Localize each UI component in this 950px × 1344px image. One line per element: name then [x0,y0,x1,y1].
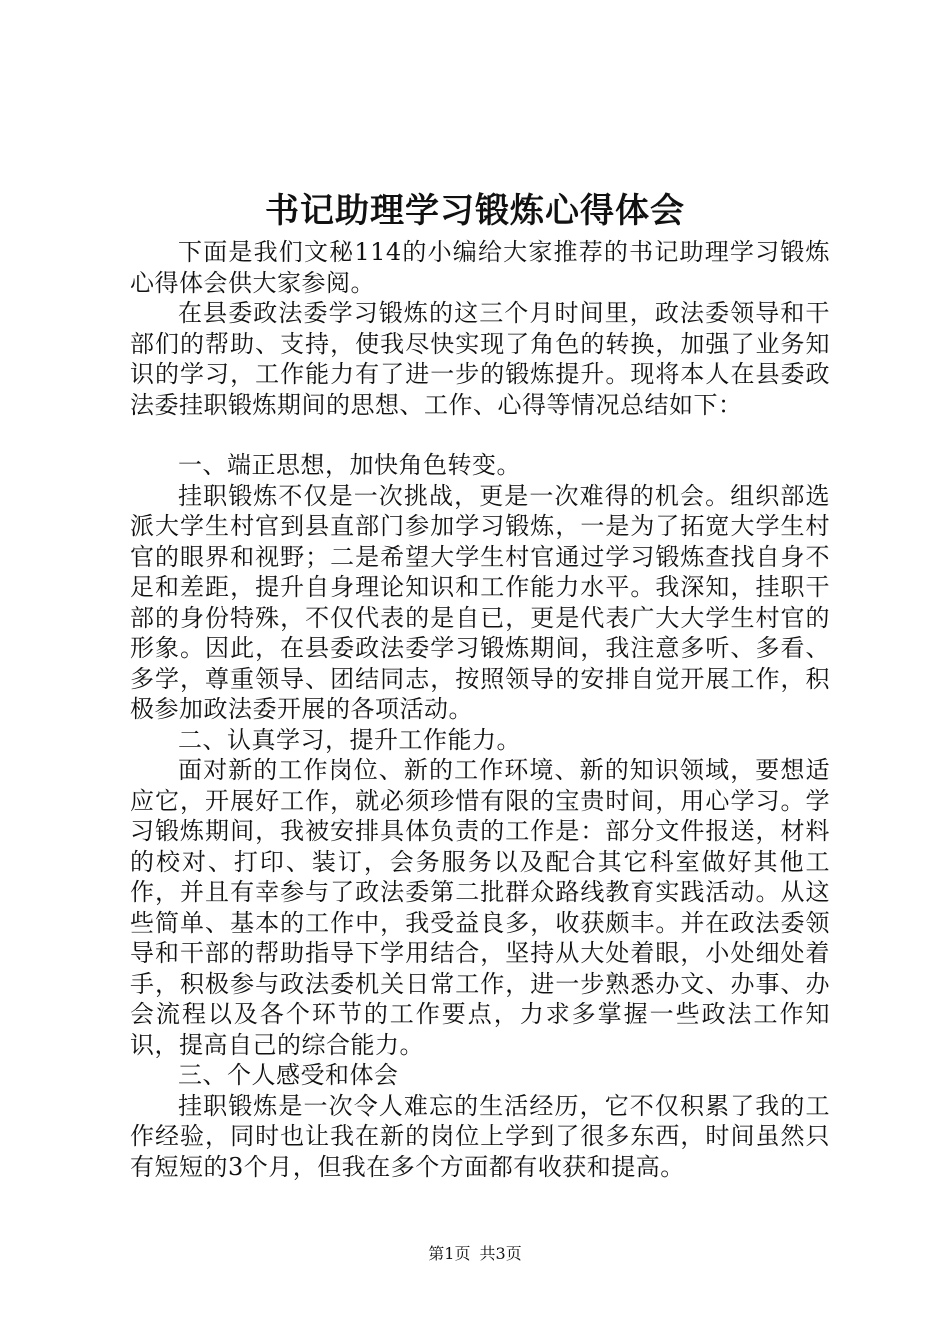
page-total: 共3页 [479,1244,522,1263]
overview-paragraph: 在县委政法委学习锻炼的这三个月时间里，政法委领导和干部们的帮助、支持，使我尽快实现了角色的转换，加强了业务知识的学习，工作能力有了进一步的锻炼提升。现将本人在县委政法委挂职锻炼期间的思想、工作、心得等情况总结如下： [130,299,830,419]
section-2-paragraph: 面对新的工作岗位、新的工作环境、新的知识领域，要想适应它，开展好工作，就必须珍惜有限的宝贵时间，用心学习。学习锻炼期间，我被安排具体负责的工作是：部分文件报送，材料的校对、打印、装订，会务服务以及配合其它科室做好其他工作，并且有幸参与了政法委第二批群众路线教育实践活动。从这些简单、基本的工作中，我受益良多，收获颇丰。并在政法委领导和干部的帮助指导下学用结合，坚持从大处着眼，小处细处着手，积极参与政法委机关日常工作，进一步熟悉办文、办事、办会流程以及各个环节的工作要点，力求多掌握一些政法工作知识，提高自己的综合能力。 [130,756,830,1059]
document-body [130,237,830,1182]
page-footer [0,1243,950,1265]
section-1-paragraph: 挂职锻炼不仅是一次挑战，更是一次难得的机会。组织部选派大学生村官到县直部门参加学习锻炼，一是为了拓宽大学生村官的眼界和视野；二是希望大学生村官通过学习锻炼查找自身不足和差距，提升自身理论知识和工作能力水平。我深知，挂职干部的身份特殊，不仅代表的是自已，更是代表广大大学生村官的形象。因此，在县委政法委学习锻炼期间，我注意多听、多看、多学，尊重领导、团结同志，按照领导的安排自觉开展工作，积极参加政法委开展的各项活动。 [130,481,830,723]
document-title: 书记助理学习锻炼心得体会 [265,191,685,231]
intro-paragraph: 下面是我们文秘114的小编给大家推荐的书记助理学习锻炼心得体会供大家参阅。 [130,238,830,297]
section-heading-3: 三、个人感受和体会 [178,1061,399,1089]
paragraph-gap [130,420,830,450]
section-heading-1: 一、端正思想，加快角色转变。 [178,451,521,479]
section-3-paragraph: 挂职锻炼是一次令人难忘的生活经历，它不仅积累了我的工作经验，同时也让我在新的岗位上学到了很多东西，时间虽然只有短短的3个月，但我在多个方面都有收获和提高。 [130,1091,830,1181]
page-number: 第1页 [428,1244,471,1263]
section-heading-2: 二、认真学习，提升工作能力。 [178,725,521,754]
